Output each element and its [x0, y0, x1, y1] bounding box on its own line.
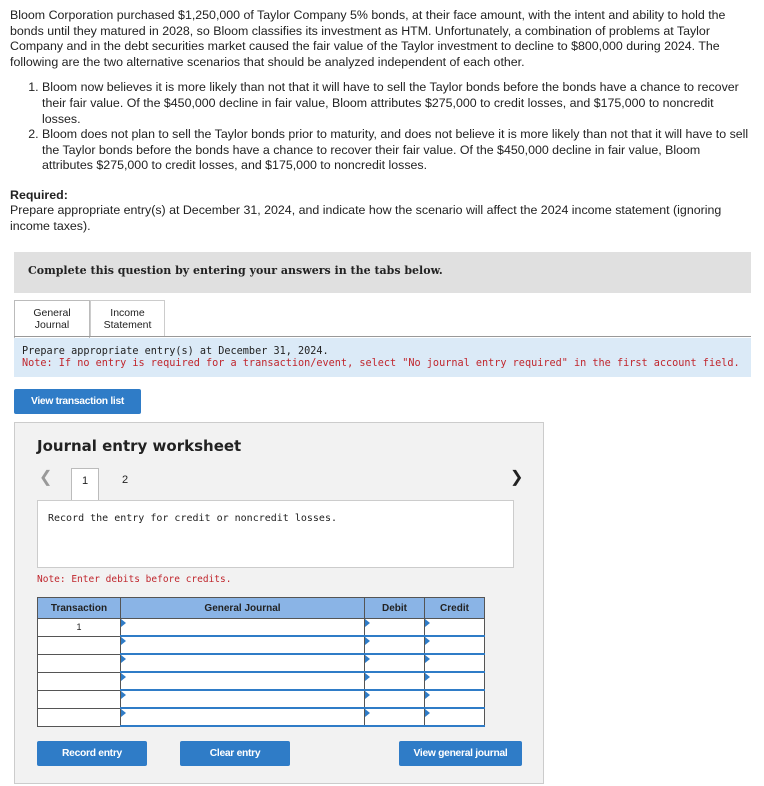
debit-input[interactable] — [365, 619, 425, 637]
table-row — [38, 654, 485, 672]
problem-statement — [10, 8, 750, 174]
credit-input[interactable] — [425, 708, 485, 726]
table-row — [38, 690, 485, 708]
dropdown-marker-icon — [121, 637, 126, 645]
tab-divider — [14, 336, 751, 337]
tab-general-journal-line2: Journal — [34, 319, 70, 331]
debit-input[interactable] — [365, 690, 425, 708]
input-marker-icon — [425, 655, 430, 663]
col-credit: Credit — [425, 598, 485, 619]
account-input[interactable] — [121, 672, 365, 690]
transaction-cell — [38, 672, 121, 690]
tab-income-statement-line1: Income — [110, 307, 145, 319]
account-input[interactable] — [121, 690, 365, 708]
journal-entry-worksheet — [14, 422, 544, 784]
tab-income-statement-line2: Statement — [103, 319, 152, 331]
worksheet-title: Journal entry worksheet — [37, 437, 242, 455]
page-tab-1[interactable]: 1 — [71, 468, 99, 500]
input-marker-icon — [425, 637, 430, 645]
dropdown-marker-icon — [121, 655, 126, 663]
tab-income-statement[interactable] — [90, 300, 165, 336]
scenario-list — [10, 80, 750, 174]
instruction-line: Prepare appropriate entry(s) at December 31, 2024. — [22, 346, 329, 357]
complete-question-text: Complete this question by entering your answers in the tabs below. — [28, 264, 443, 277]
scenario-1: 1. Bloom now believes it is more likely than not that it will have to sell the Taylor bonds before the bonds have a chance to recover their fair value. Of the $450,000 decline in fair value, Bloom attributes $275,000 to credit losses, and $175,000 to noncredit losses. — [42, 80, 750, 127]
debit-input[interactable] — [365, 708, 425, 726]
input-marker-icon — [425, 709, 430, 717]
table-row — [38, 708, 485, 726]
tab-general-journal[interactable] — [14, 300, 90, 338]
table-row — [38, 619, 485, 637]
input-marker-icon — [365, 691, 370, 699]
account-input[interactable] — [121, 708, 365, 726]
credit-input[interactable] — [425, 636, 485, 654]
input-marker-icon — [425, 619, 430, 627]
scenario-2: 2. Bloom does not plan to sell the Taylor bonds prior to maturity, and does not believe it is more likely than not that it will have to sell the Taylor bonds before the bonds have a chance to recover their fair value. Of the $450,000 decline in fair value, Bloom attributes $275,000 to credit losses, and $175,000 to noncredit losses. — [42, 127, 750, 174]
account-input[interactable] — [121, 654, 365, 672]
input-marker-icon — [365, 673, 370, 681]
view-general-journal-button[interactable]: View general journal — [399, 741, 522, 766]
instruction-note: Note: If no entry is required for a transaction/event, select "No journal entry required" in the first account field. — [22, 358, 740, 369]
entry-description-box — [37, 500, 514, 568]
credit-input[interactable] — [425, 672, 485, 690]
debit-input[interactable] — [365, 654, 425, 672]
view-transaction-list-button[interactable]: View transaction list — [14, 389, 141, 414]
input-marker-icon — [365, 655, 370, 663]
journal-table — [37, 597, 485, 727]
page-tab-2[interactable]: 2 — [121, 474, 129, 486]
problem-intro: Bloom Corporation purchased $1,250,000 of Taylor Company 5% bonds, at their face amount, with the intent and ability to hold the bonds until they matured in 2028, so Bloom classifies its investment as HTM. Unfortunately, a combination of problems at Taylor Company and in the debt securities market caused the fair value of the Taylor investment to decline to $800,000 during 2024. The following are the two alternative scenarios that should be analyzed independent of each other. — [10, 8, 726, 69]
account-input[interactable] — [121, 636, 365, 654]
clear-entry-button[interactable]: Clear entry — [180, 741, 290, 766]
input-marker-icon — [425, 691, 430, 699]
chevron-right-icon[interactable]: ❯ — [510, 469, 524, 486]
transaction-cell — [38, 708, 121, 726]
account-input[interactable] — [121, 619, 365, 637]
transaction-cell — [38, 654, 121, 672]
dropdown-marker-icon — [121, 673, 126, 681]
input-marker-icon — [425, 673, 430, 681]
input-marker-icon — [365, 709, 370, 717]
debit-input[interactable] — [365, 672, 425, 690]
dropdown-marker-icon — [121, 709, 126, 717]
record-entry-button[interactable]: Record entry — [37, 741, 147, 766]
credit-input[interactable] — [425, 619, 485, 637]
debits-note: Note: Enter debits before credits. — [37, 574, 232, 585]
complete-question-bar — [14, 252, 751, 293]
chevron-left-icon[interactable]: ❮ — [39, 469, 53, 486]
tab-general-journal-line1: General — [33, 307, 71, 319]
dropdown-marker-icon — [121, 691, 126, 699]
table-row — [38, 636, 485, 654]
debit-input[interactable] — [365, 636, 425, 654]
transaction-cell — [38, 690, 121, 708]
instruction-panel — [14, 338, 751, 377]
col-transaction: Transaction — [38, 598, 121, 619]
entry-description: Record the entry for credit or noncredit losses. — [48, 513, 337, 524]
transaction-cell: 1 — [38, 619, 121, 637]
col-debit: Debit — [365, 598, 425, 619]
input-marker-icon — [365, 619, 370, 627]
required-text: Prepare appropriate entry(s) at December 31, 2024, and indicate how the scenario will affect the 2024 income statement (ignoring income taxes). — [10, 203, 722, 233]
col-general-journal: General Journal — [121, 598, 365, 619]
dropdown-marker-icon — [121, 619, 126, 627]
input-marker-icon — [365, 637, 370, 645]
transaction-cell — [38, 636, 121, 654]
credit-input[interactable] — [425, 654, 485, 672]
credit-input[interactable] — [425, 690, 485, 708]
required-label: Required: — [10, 188, 68, 202]
table-row — [38, 672, 485, 690]
